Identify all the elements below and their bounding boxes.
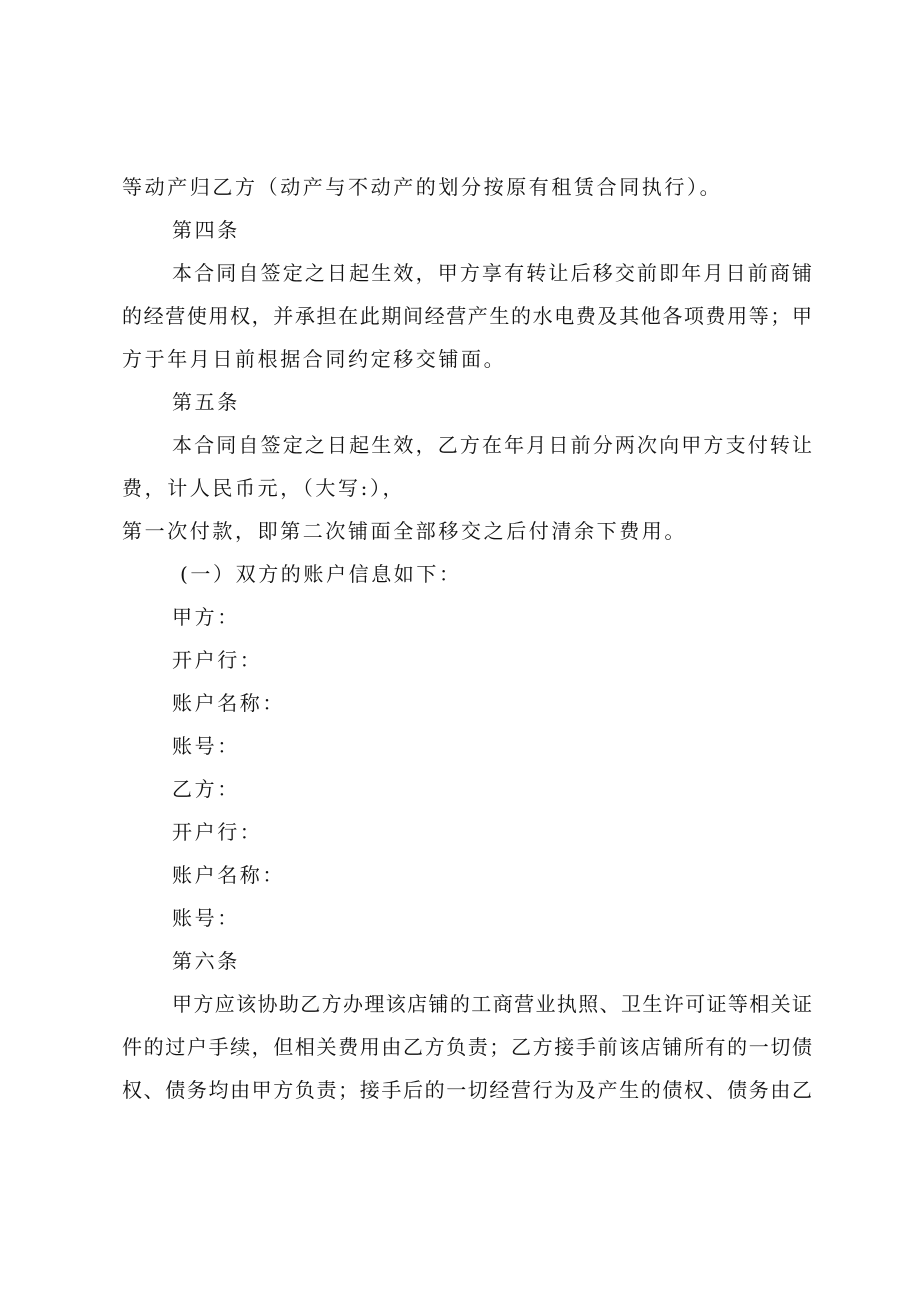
article-heading-5: 第五条 xyxy=(172,390,240,414)
paragraph-line: 本合同自签定之日起生效，甲方享有转让后移交前即年月日前商铺 xyxy=(172,261,812,285)
party-b-account-number-label: 账号： xyxy=(172,906,240,930)
article-heading-6: 第六条 xyxy=(172,949,240,973)
party-b-bank-label: 开户行： xyxy=(172,820,263,844)
article-heading-4: 第四条 xyxy=(172,218,240,242)
paragraph-line: 甲方应该协助乙方办理该店铺的工商营业执照、卫生许可证等相关证 xyxy=(172,992,812,1016)
party-a-label: 甲方： xyxy=(172,605,240,629)
paragraph-line: 的经营使用权，并承担在此期间经营产生的水电费及其他各项费用等；甲 xyxy=(122,304,812,328)
paragraph-line: 等动产归乙方（动产与不动产的划分按原有租赁合同执行）。 xyxy=(122,175,723,199)
party-a-account-name-label: 账户名称： xyxy=(172,691,285,715)
party-b-label: 乙方： xyxy=(172,777,240,801)
paragraph-line: 第一次付款，即第二次铺面全部移交之后付清余下费用。 xyxy=(122,519,687,543)
paragraph-line: 本合同自签定之日起生效，乙方在年月日前分两次向甲方支付转让 xyxy=(172,433,812,457)
paragraph-line: 费，计人民币元，（大写:）， xyxy=(122,476,406,500)
account-info-heading: (一）双方的账户信息如下： xyxy=(180,562,462,586)
paragraph-line: 方于年月日前根据合同约定移交铺面。 xyxy=(122,347,507,371)
party-a-bank-label: 开户行： xyxy=(172,648,263,672)
paragraph-line: 权、债务均由甲方负责；接手后的一切经营行为及产生的债权、债务由乙 xyxy=(122,1078,812,1102)
party-a-account-number-label: 账号： xyxy=(172,734,240,758)
paragraph-line: 件的过户手续，但相关费用由乙方负责；乙方接手前该店铺所有的一切债 xyxy=(122,1035,812,1059)
party-b-account-name-label: 账户名称： xyxy=(172,863,285,887)
